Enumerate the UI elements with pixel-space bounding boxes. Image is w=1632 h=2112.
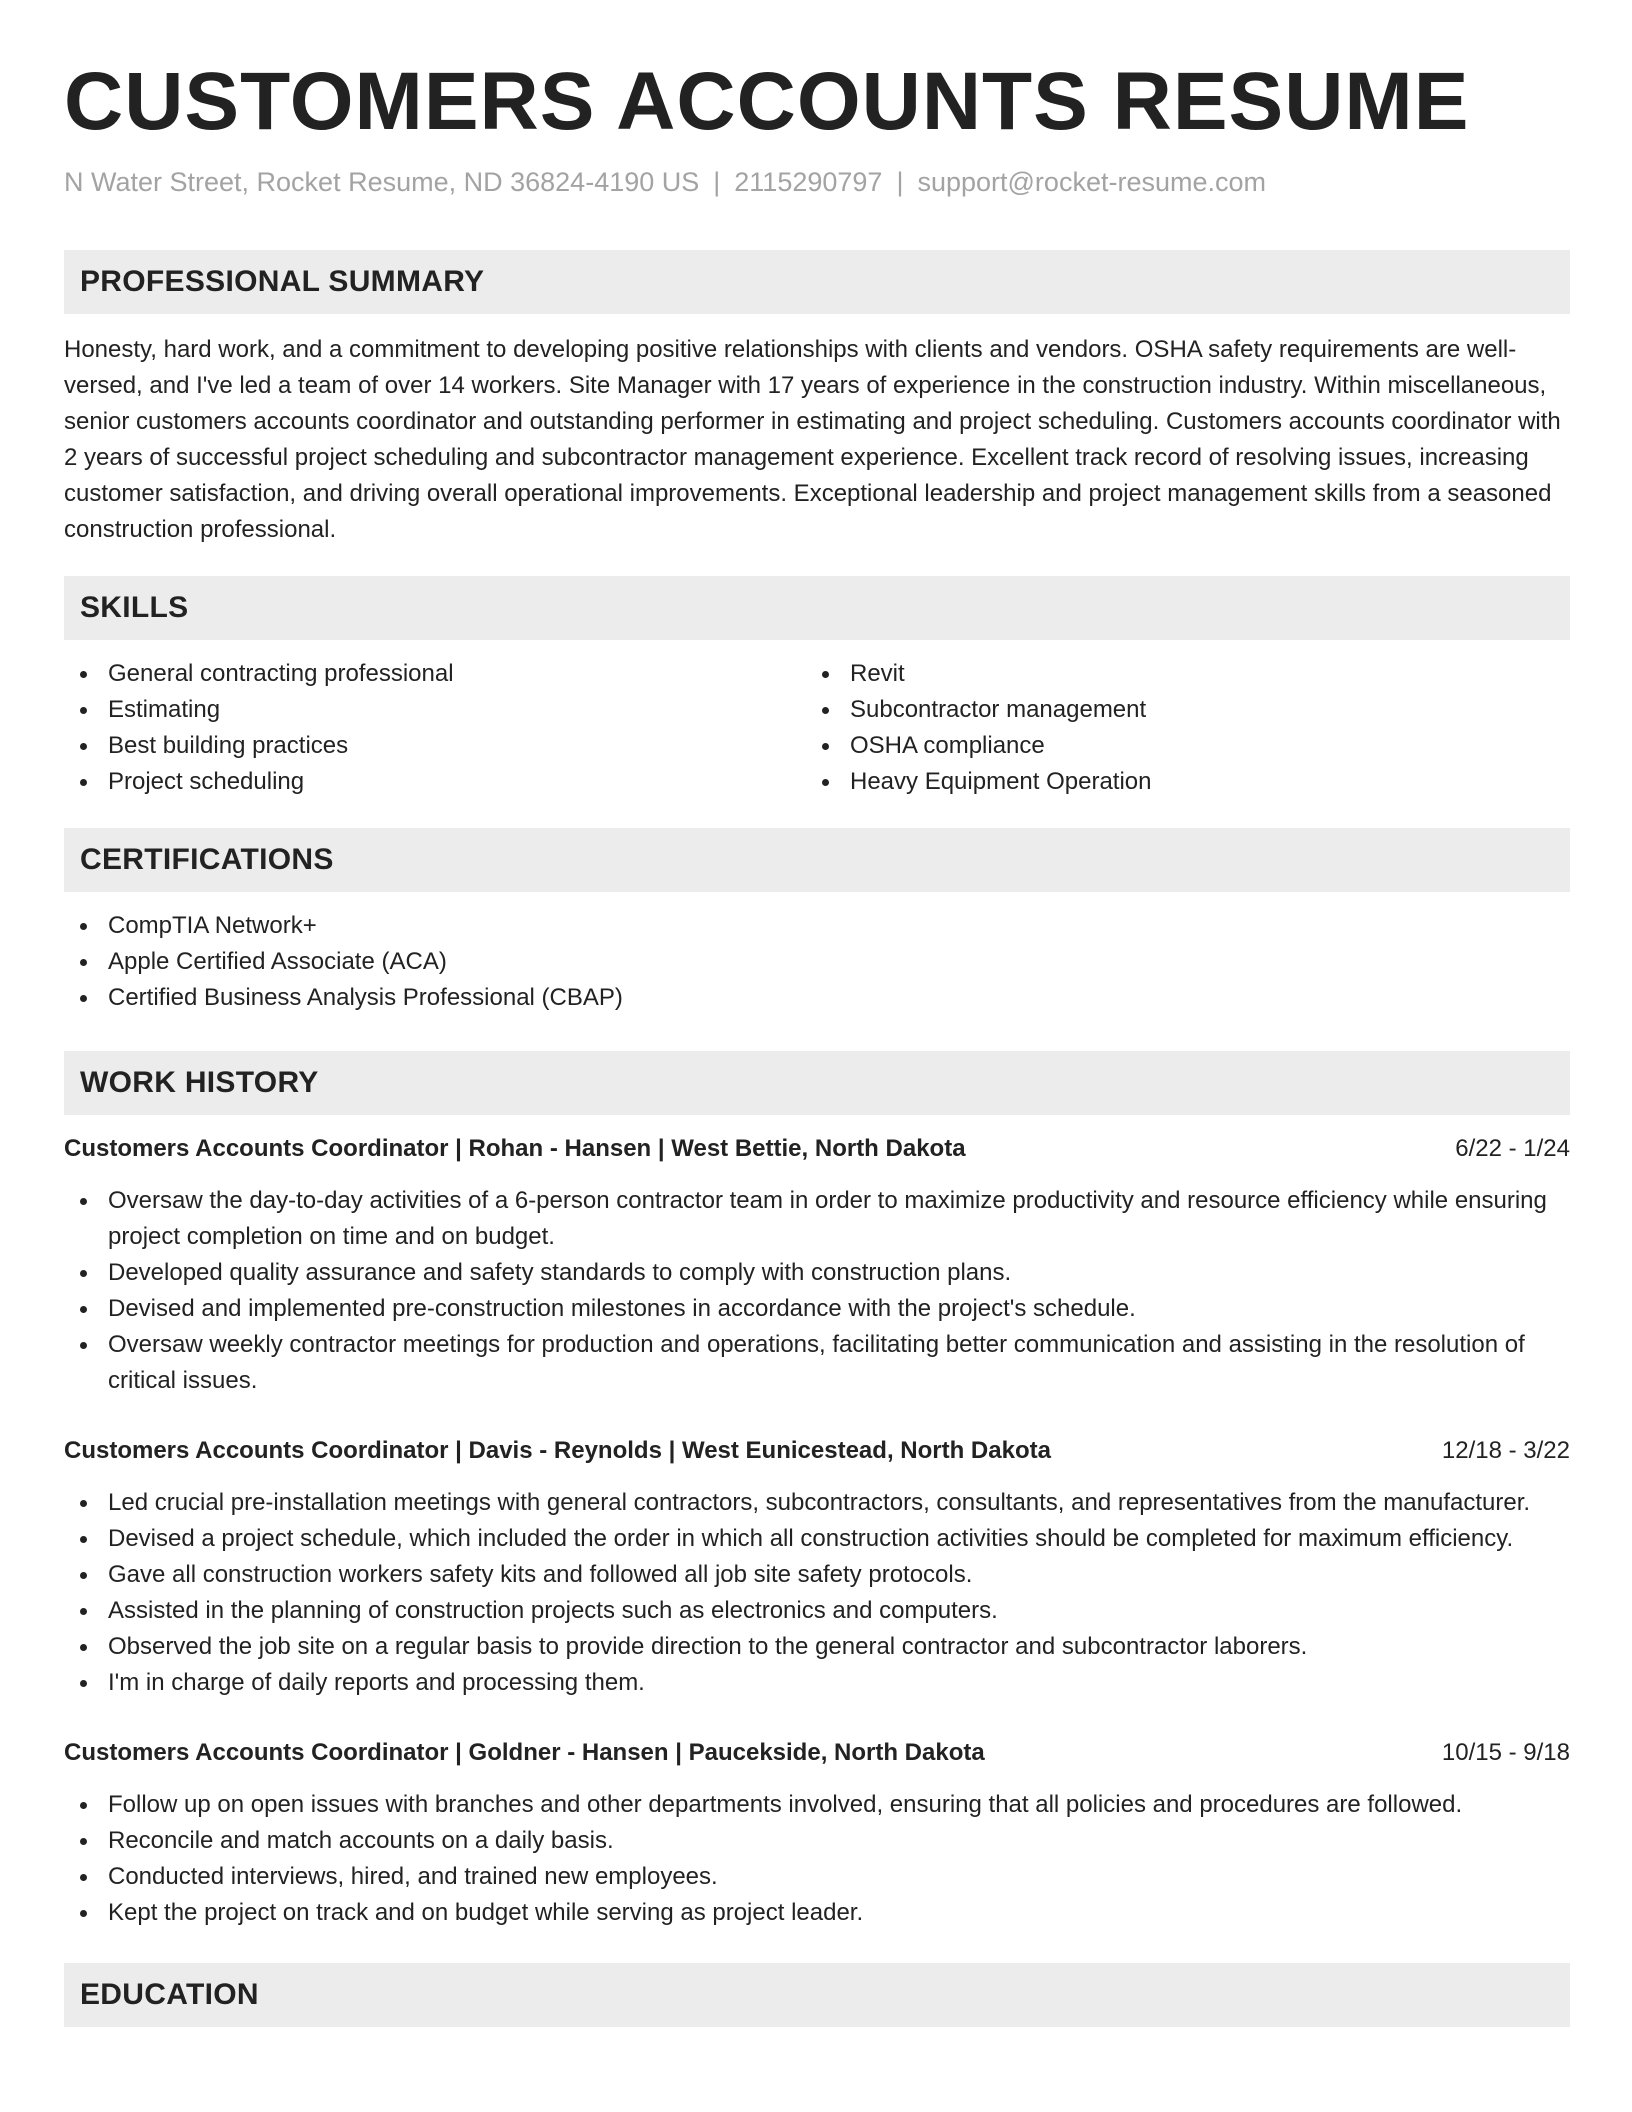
job-bullet-list (64, 1485, 1570, 1701)
job-bullet: Oversaw the day-to-day activities of a 6-person contractor team in order to maximize productivity and resource efficiency while ensuring project completion on time and on budget. (64, 1183, 1570, 1255)
contact-separator: | (896, 167, 904, 197)
skills-left-list (64, 656, 806, 800)
certification-item: Certified Business Analysis Professional (CBAP) (64, 980, 1570, 1016)
job-bullet: Assisted in the planning of construction projects such as electronics and computers. (64, 1593, 1570, 1629)
contact-address: N Water Street, Rocket Resume, ND 36824-4190 US (64, 167, 700, 197)
job-entry (64, 1131, 1570, 1399)
job-dates: 12/18 - 3/22 (1441, 1437, 1570, 1464)
skill-item: OSHA compliance (806, 728, 1152, 764)
job-bullet: Follow up on open issues with branches and other departments involved, ensuring that all policies and procedures are followed. (64, 1787, 1570, 1823)
skill-item: Best building practices (64, 728, 806, 764)
job-entry (64, 1433, 1570, 1701)
skill-item: Revit (806, 656, 1152, 692)
job-header (64, 1433, 1570, 1469)
skills-right-list (806, 656, 1152, 800)
education-heading: EDUCATION (64, 1963, 1570, 2027)
skill-item: Project scheduling (64, 764, 806, 800)
job-bullet: Devised and implemented pre-construction milestones in accordance with the project's schedule. (64, 1291, 1570, 1327)
work-history-heading: WORK HISTORY (64, 1051, 1570, 1115)
contact-separator: | (713, 167, 721, 197)
skills-heading: SKILLS (64, 576, 1570, 640)
job-dates: 6/22 - 1/24 (1455, 1135, 1570, 1162)
job-bullet: I'm in charge of daily reports and processing them. (64, 1665, 1570, 1701)
certification-item: CompTIA Network+ (64, 908, 1570, 944)
job-title: Customers Accounts Coordinator | Rohan - Hansen | West Bettie, North Dakota (64, 1135, 966, 1162)
job-title: Customers Accounts Coordinator | Goldner - Hansen | Paucekside, North Dakota (64, 1739, 985, 1766)
skill-item: Estimating (64, 692, 806, 728)
job-bullet: Conducted interviews, hired, and trained new employees. (64, 1859, 1570, 1895)
job-header (64, 1131, 1570, 1167)
job-entry (64, 1735, 1570, 1931)
job-bullet-list (64, 1787, 1570, 1931)
job-bullet: Oversaw weekly contractor meetings for production and operations, facilitating better communication and assisting in the resolution of critical issues. (64, 1327, 1570, 1399)
contact-email: support@rocket-resume.com (917, 167, 1266, 197)
job-bullet: Led crucial pre-installation meetings with general contractors, subcontractors, consultants, and representatives from the manufacturer. (64, 1485, 1570, 1521)
skills-grid (64, 656, 1570, 800)
certifications-list (64, 908, 1570, 1016)
skill-item: Heavy Equipment Operation (806, 764, 1152, 800)
skill-item: General contracting professional (64, 656, 806, 692)
summary-text: Honesty, hard work, and a commitment to developing positive relationships with clients and vendors. OSHA safety requirements are well-versed, and I've led a team of over 14 workers. Site Manager with 17 years of experience in the construction industry. Within miscellaneous, senior customers accounts coordinator and outstanding performer in estimating and project scheduling. Customers accounts coordinator with 2 years of successful project scheduling and subcontractor management experience. Excellent track record of resolving issues, increasing customer satisfaction, and driving overall operational improvements. Exceptional leadership and project management skills from a seasoned construction professional. (64, 336, 1561, 543)
summary-heading: PROFESSIONAL SUMMARY (64, 250, 1570, 314)
job-bullet: Kept the project on track and on budget while serving as project leader. (64, 1895, 1570, 1931)
job-title: Customers Accounts Coordinator | Davis - Reynolds | West Eunicestead, North Dakota (64, 1437, 1051, 1464)
job-bullet: Gave all construction workers safety kits and followed all job site safety protocols. (64, 1557, 1570, 1593)
job-bullet: Devised a project schedule, which included the order in which all construction activities should be completed for maximum efficiency. (64, 1521, 1570, 1557)
job-header (64, 1735, 1570, 1771)
certification-item: Apple Certified Associate (ACA) (64, 944, 1570, 980)
job-bullet-list (64, 1183, 1570, 1399)
contact-phone: 2115290797 (734, 167, 883, 197)
job-dates: 10/15 - 9/18 (1441, 1739, 1570, 1766)
job-bullet: Observed the job site on a regular basis to provide direction to the general contractor and subcontractor laborers. (64, 1629, 1570, 1665)
job-bullet: Developed quality assurance and safety standards to comply with construction plans. (64, 1255, 1570, 1291)
resume-title: CUSTOMERS ACCOUNTS RESUME (64, 56, 1470, 147)
contact-line (64, 164, 1570, 200)
job-bullet: Reconcile and match accounts on a daily basis. (64, 1823, 1570, 1859)
skill-item: Subcontractor management (806, 692, 1152, 728)
certifications-heading: CERTIFICATIONS (64, 828, 1570, 892)
